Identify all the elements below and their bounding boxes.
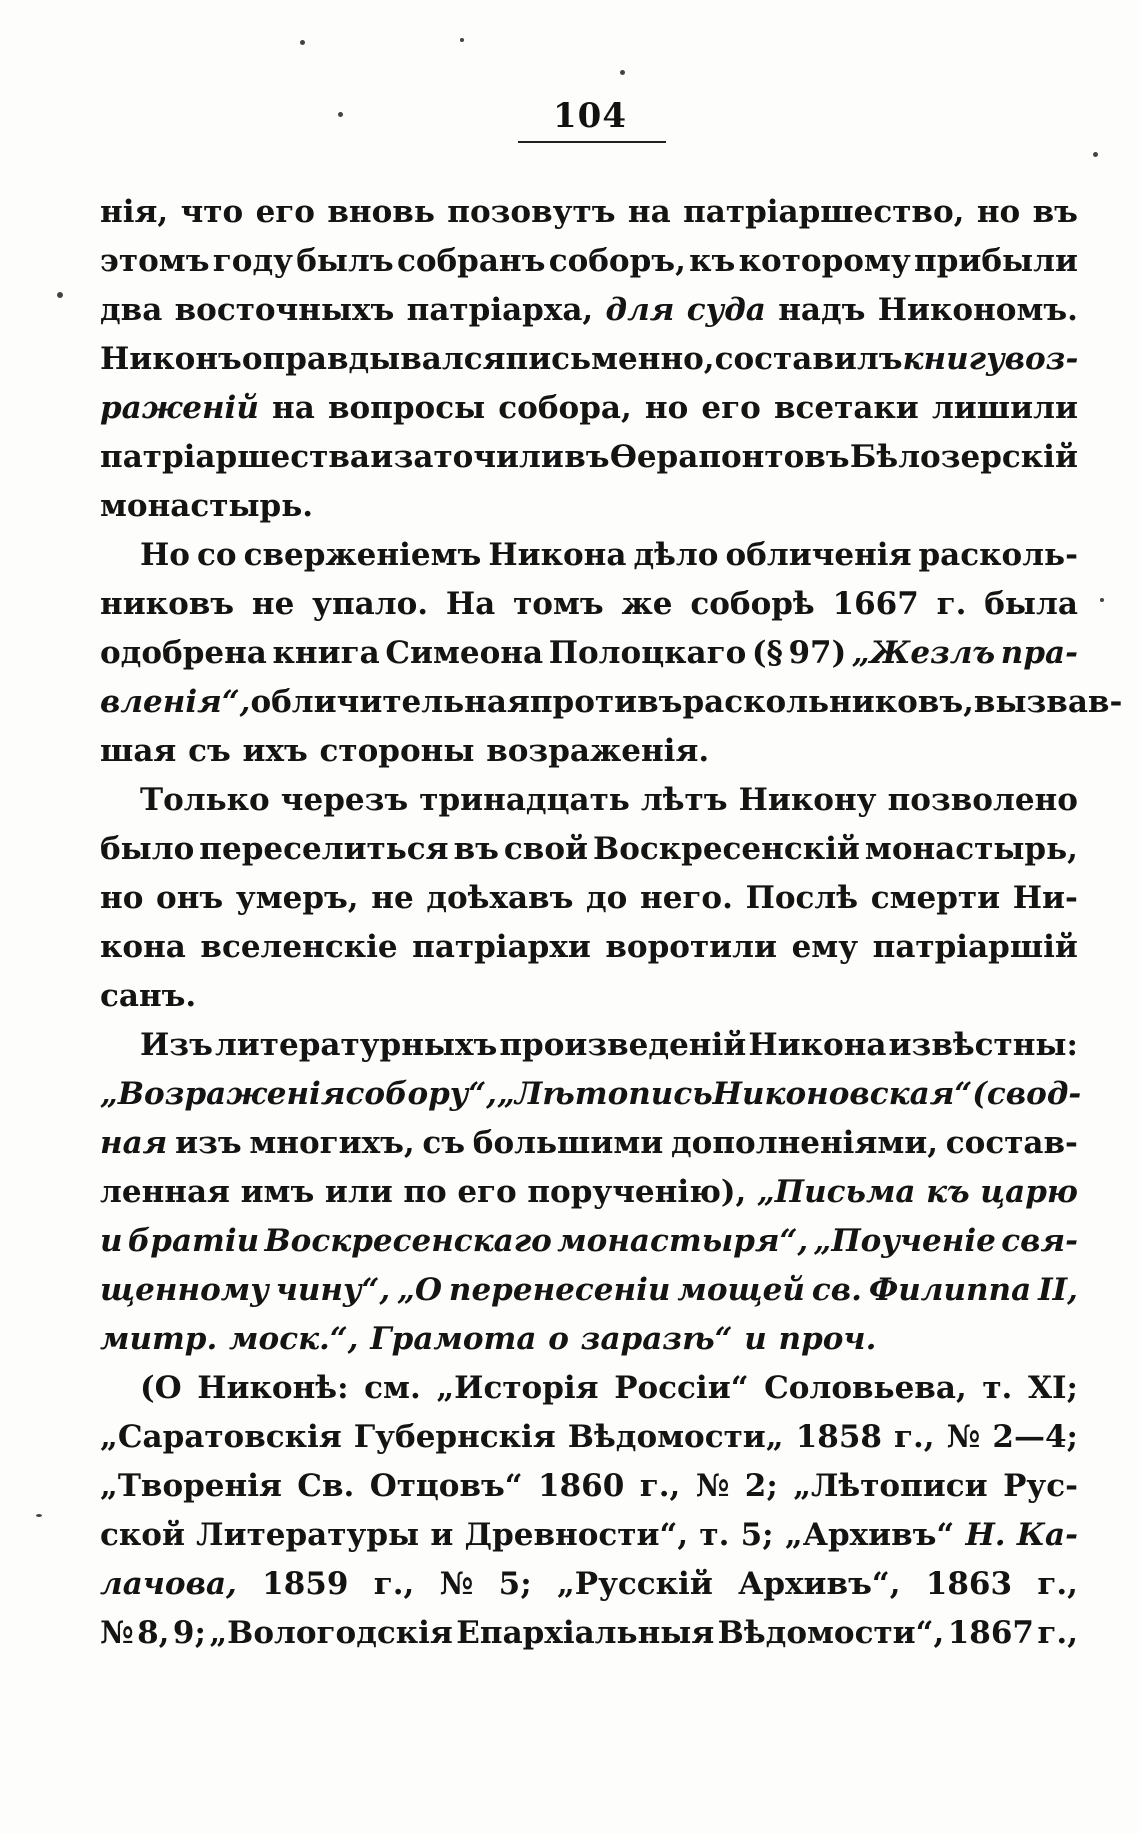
word: Соловьева, (764, 1370, 967, 1406)
text-line (100, 335, 1078, 384)
word: кона (100, 929, 186, 965)
word: „Саратовскія (100, 1419, 342, 1455)
word: г., (1037, 1566, 1078, 1602)
word: санъ. (100, 978, 197, 1014)
word: патріаршій (872, 929, 1078, 965)
word: ему (791, 929, 859, 965)
text-line (100, 727, 1078, 776)
scan-speck (57, 292, 63, 298)
italic-word: раженій (100, 390, 259, 426)
word: но (976, 194, 1021, 230)
word: письменно, (505, 341, 715, 377)
word: Никонѣ: (197, 1370, 349, 1406)
italic-word: „Лѣтопись (496, 1076, 713, 1112)
word: XI; (1027, 1370, 1078, 1406)
word: г., (1037, 1615, 1078, 1651)
text-line (100, 972, 1078, 1021)
word: упало. (312, 586, 429, 622)
word: сверженіемъ (243, 537, 482, 573)
word: изъ (175, 1125, 242, 1161)
word: его (457, 1174, 517, 1210)
word: раскольниковъ, (682, 684, 974, 720)
text-line (100, 1168, 1078, 1217)
word: 1867 (947, 1615, 1034, 1651)
word: же (621, 586, 673, 622)
word: Воскресенскій (593, 831, 860, 867)
word: стороны (319, 733, 475, 769)
word: Губернскія (353, 1419, 556, 1455)
word: надъ (778, 292, 866, 328)
italic-word: лачова, (100, 1566, 237, 1602)
word: литературныхъ (214, 1027, 498, 1063)
word: Отцовъ“ (369, 1468, 523, 1504)
italic-word: Филиппа (868, 1272, 1032, 1308)
text-line (100, 1266, 1078, 1315)
word: г., (894, 1419, 935, 1455)
word: была (984, 586, 1078, 622)
word: г., (639, 1468, 681, 1504)
italic-word: Н. (965, 1517, 1006, 1553)
word: лишили (931, 390, 1078, 426)
word: на (272, 390, 315, 426)
word: Рус- (1003, 1468, 1078, 1504)
word: никовъ (100, 586, 235, 622)
word: вновь (327, 194, 435, 230)
page-number-rule (518, 141, 666, 143)
word: ленная (100, 1174, 230, 1210)
word: оправдывался (241, 341, 506, 377)
word: соборѣ (690, 586, 815, 622)
word: умеръ, (235, 880, 359, 916)
italic-word: ная (100, 1125, 168, 1161)
scan-speck (300, 40, 305, 45)
word: Симеона (385, 635, 544, 671)
word: прибыли (914, 243, 1078, 279)
italic-word: щенному (100, 1272, 269, 1308)
text-line (100, 678, 1123, 727)
italic-word: воз- (1004, 341, 1079, 377)
italic-word: монастыря“, (557, 1223, 809, 1259)
body-text (100, 188, 1123, 1658)
word: произведеній (499, 1027, 747, 1063)
word: книга (272, 635, 380, 671)
word: ской (100, 1517, 185, 1553)
word: вопросы (327, 390, 486, 426)
word: Архивъ“, (738, 1566, 901, 1602)
word: онъ (156, 880, 224, 916)
italic-word: чину“, (275, 1272, 391, 1308)
word: патріаршества (100, 439, 370, 475)
word: Литературы (196, 1517, 420, 1553)
word: по (403, 1174, 447, 1210)
word: возраженія. (486, 733, 710, 769)
italic-word: митр. (100, 1321, 218, 1357)
italic-word: свя- (1001, 1223, 1078, 1259)
text-line (100, 482, 1078, 531)
word: Полоцкаго (548, 635, 747, 671)
italic-word: о (548, 1321, 569, 1357)
italic-word: для (605, 292, 675, 328)
italic-word: книгу (902, 341, 1005, 377)
word: 2; (744, 1468, 778, 1504)
word: тринадцать (419, 782, 630, 818)
text-line (100, 1462, 1078, 1511)
word: Послѣ (745, 880, 859, 916)
word: было (100, 831, 195, 867)
scan-speck (460, 38, 464, 42)
word: восточныхъ (174, 292, 395, 328)
italic-word: Ка- (1016, 1517, 1078, 1553)
italic-word: собору“, (345, 1076, 497, 1112)
text-line (100, 1217, 1078, 1266)
text-line (100, 433, 1078, 482)
word: воротили (605, 929, 778, 965)
italic-word: проч. (778, 1321, 877, 1357)
word: которому (738, 243, 911, 279)
italic-word: мощей (677, 1272, 805, 1308)
word: съ (422, 1125, 466, 1161)
word: позволено (887, 782, 1078, 818)
word: но (100, 880, 144, 916)
word: къ (689, 243, 736, 279)
word: со (196, 537, 237, 573)
text-line (100, 1413, 1078, 1462)
word: большими (472, 1125, 664, 1161)
italic-word: царю (980, 1174, 1078, 1210)
word: два (100, 292, 163, 328)
word: 5; (740, 1517, 774, 1553)
word: На (445, 586, 496, 622)
text-line (100, 776, 1078, 825)
word: (О (140, 1370, 182, 1406)
word: въ (564, 439, 610, 475)
word: шая (100, 733, 177, 769)
word: 97) (788, 635, 847, 671)
scan-speck (1100, 598, 1104, 602)
word: но (644, 390, 689, 426)
text-line (100, 1511, 1078, 1560)
word: Изъ (140, 1027, 213, 1063)
word: 9; (172, 1615, 206, 1651)
word: г., (373, 1566, 415, 1602)
word: № (439, 1566, 474, 1602)
word: его (701, 390, 761, 426)
word: заточили (393, 439, 564, 475)
italic-word: братіи (127, 1223, 260, 1259)
word: Только (140, 782, 270, 818)
italic-word: къ (926, 1174, 970, 1210)
text-line (100, 629, 1078, 678)
word: патріаршество, (683, 194, 965, 230)
word: Никона (748, 1027, 887, 1063)
word: вселенскіе (200, 929, 398, 965)
word: Древности“, (464, 1517, 689, 1553)
word: г. (936, 586, 967, 622)
word: „Архивъ“ (784, 1517, 955, 1553)
word: т. (982, 1370, 1013, 1406)
text-line (100, 874, 1078, 923)
word: извѣстны: (888, 1027, 1078, 1063)
text-line (100, 825, 1078, 874)
italic-word: и (744, 1321, 767, 1357)
word: 2—4; (992, 1419, 1078, 1455)
text-line (100, 1070, 1082, 1119)
italic-word: „Возраженія (100, 1076, 346, 1112)
word: вызвав- (973, 684, 1123, 720)
word: монастырь. (100, 488, 314, 524)
word: него. (640, 880, 733, 916)
word: 1860 (538, 1468, 625, 1504)
word: 1863 (925, 1566, 1013, 1602)
italic-word: пра- (1000, 635, 1078, 671)
text-line (100, 1609, 1078, 1658)
word: Но (140, 537, 190, 573)
word: „Вологодскія (209, 1615, 453, 1651)
italic-word: св. (811, 1272, 862, 1308)
word: позовутъ (447, 194, 616, 230)
word: см. (364, 1370, 421, 1406)
word: былъ (296, 243, 394, 279)
word: патріарха, (406, 292, 594, 328)
word: томъ (513, 586, 604, 622)
word: на (627, 194, 671, 230)
word: соборъ, (548, 243, 686, 279)
word: съ (188, 733, 231, 769)
text-line (100, 188, 1078, 237)
italic-word: „Письма (756, 1174, 916, 1210)
word: нія, (100, 194, 169, 230)
scan-speck (620, 70, 625, 75)
word: Никону (738, 782, 877, 818)
word: 8, (137, 1615, 170, 1651)
word: одобрена (100, 635, 267, 671)
text-line (100, 923, 1078, 972)
word: или (324, 1174, 393, 1210)
word: свой (503, 831, 589, 867)
italic-word: „Жезлъ (851, 635, 996, 671)
word: году (212, 243, 293, 279)
word: и (430, 1517, 454, 1553)
word: порученію), (527, 1174, 747, 1210)
word: его (255, 194, 315, 230)
text-line (100, 580, 1078, 629)
word: (§ (751, 635, 783, 671)
italic-word: моск.“, (229, 1321, 359, 1357)
italic-word: заразѣ“ (580, 1321, 733, 1357)
word: не (251, 586, 295, 622)
text-line (100, 1364, 1078, 1413)
italic-word: перенесеніи (448, 1272, 671, 1308)
italic-word: Никоновская“ (712, 1076, 973, 1112)
word: № (946, 1419, 981, 1455)
word: т. (699, 1517, 730, 1553)
word: № (695, 1468, 730, 1504)
text-line (100, 1119, 1078, 1168)
word: въ (453, 831, 499, 867)
word: этомъ (100, 243, 210, 279)
word: до (586, 880, 628, 916)
word: переселиться (199, 831, 449, 867)
italic-word: „О (397, 1272, 442, 1308)
word: ихъ (242, 733, 308, 769)
word: „Русскій (556, 1566, 713, 1602)
word: Вѣдомости“, (717, 1615, 945, 1651)
word: Св. (297, 1468, 355, 1504)
word: расколь- (918, 537, 1078, 573)
italic-word: суда (686, 292, 766, 328)
word: имъ (240, 1174, 315, 1210)
word: монастырь, (864, 831, 1078, 867)
italic-word: „Поученіе (813, 1223, 996, 1259)
word: „Творенія (100, 1468, 282, 1504)
word: лѣтъ (640, 782, 728, 818)
text-line (100, 286, 1078, 335)
scan-speck (1093, 152, 1098, 157)
word: Епархіальныя (456, 1615, 715, 1651)
text-line (100, 1560, 1078, 1609)
word: Ни- (1012, 880, 1078, 916)
page-number: 104 (553, 96, 627, 136)
text-line (100, 237, 1078, 286)
text-line (100, 384, 1078, 433)
word: Никона (488, 537, 627, 573)
word: Бѣлозерскій (849, 439, 1078, 475)
word: Никонъ (100, 341, 242, 377)
word: доѣхавъ (426, 880, 574, 916)
word: 1858 (795, 1419, 882, 1455)
word: 1667 (832, 586, 919, 622)
word: обличенія (725, 537, 912, 573)
word: въ (1032, 194, 1078, 230)
text-line (100, 531, 1078, 580)
italic-word: Грамота (370, 1321, 537, 1357)
word: дѣло (633, 537, 719, 573)
word: № (100, 1615, 134, 1651)
italic-word: (свод- (972, 1076, 1082, 1112)
word: не (371, 880, 414, 916)
italic-word: и (100, 1223, 123, 1259)
word: составилъ (714, 341, 903, 377)
word: Ѳерапонтовъ (609, 439, 850, 475)
text-line (100, 1315, 1078, 1364)
italic-word: II, (1038, 1272, 1078, 1308)
word: 5; (498, 1566, 532, 1602)
word: Никономъ. (877, 292, 1078, 328)
word: патріархи (412, 929, 591, 965)
word: многихъ, (249, 1125, 415, 1161)
scan-speck (36, 1514, 42, 1517)
word: черезъ (280, 782, 409, 818)
word: „Исторія (436, 1370, 599, 1406)
word: смерти (870, 880, 1001, 916)
italic-word: Воскресенскаго (264, 1223, 552, 1259)
word: Россіи“ (614, 1370, 749, 1406)
word: собранъ (396, 243, 546, 279)
word: Вѣдомости„ (567, 1419, 784, 1455)
text-line (100, 1021, 1078, 1070)
scan-speck (338, 112, 343, 117)
word: противъ (529, 684, 683, 720)
word: „Лѣтописи (793, 1468, 988, 1504)
word: и (370, 439, 394, 475)
word: что (180, 194, 244, 230)
word: собора, (498, 390, 632, 426)
word: состав- (945, 1125, 1078, 1161)
word: всетаки (773, 390, 919, 426)
word: обличительная (250, 684, 530, 720)
italic-word: вленія“, (100, 684, 251, 720)
word: дополненіями, (671, 1125, 939, 1161)
word: 1859 (262, 1566, 349, 1602)
